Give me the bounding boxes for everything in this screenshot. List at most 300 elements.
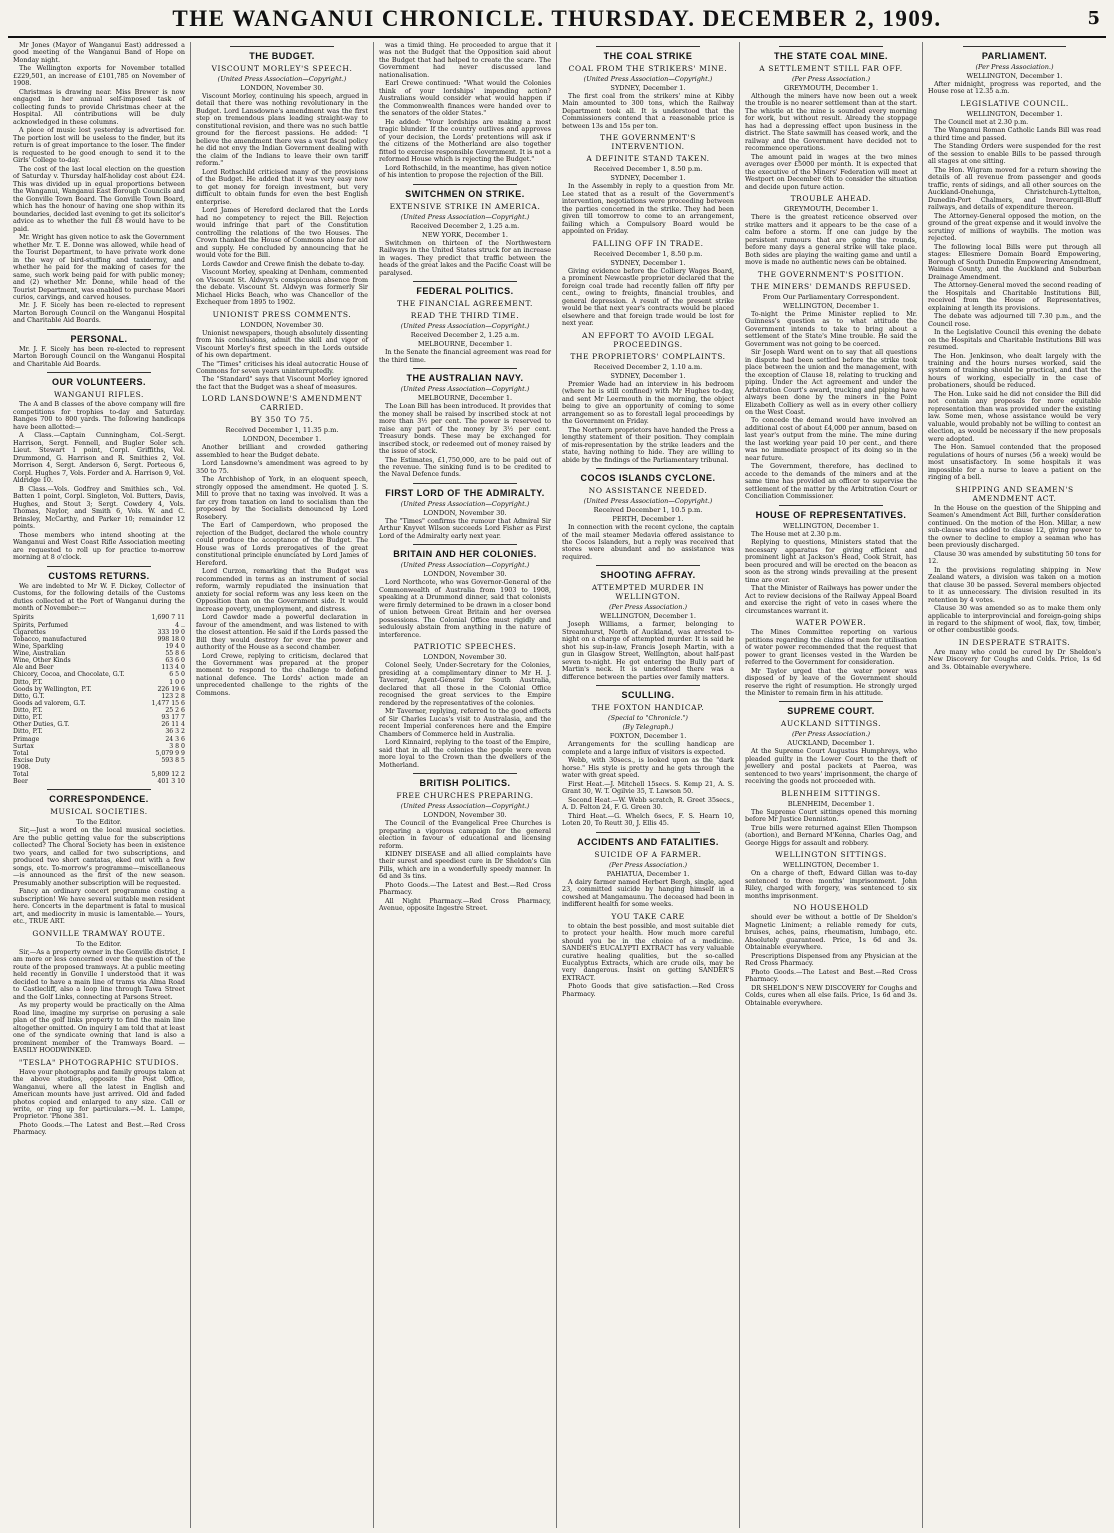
dateline: From Our Parliamentary Correspondent. <box>762 292 900 301</box>
table-value-cell: 4 .. <box>175 621 185 629</box>
article-paragraph: The Council of the Evangelical Free Churches is preparing a vigorous campaign for the general election in favour of educational and licensing reform. <box>379 819 551 850</box>
credit-line: (United Press Association—Copyright.) <box>400 499 530 508</box>
dateline: Received December 1, 8.50 p.m. <box>593 249 703 258</box>
section-heading: COCOS ISLANDS CYCLONE. <box>580 473 716 484</box>
subheading: A SETTLEMENT STILL FAR OFF. <box>759 64 903 73</box>
dateline: GREYMOUTH, December 1. <box>783 205 879 214</box>
article-paragraph: Giving evidence before the Colliery Wages Board, a prominent Newcastle proprietor declared that the foreign coal trade had recently fallen off fifty per cent., owing to freights, financial troubles, and general depression. A result of the present strike would be that next year's contracts would be placed elsewhere and that foreign trade would be lost for next year. <box>562 266 734 328</box>
subheading: COAL FROM THE STRIKERS' MINE. <box>568 64 728 73</box>
article-paragraph: Fancy an ordinary concert programme costing a subscription! We have several suitable men resident here. Concerts in the department is fatal to musical art, and mediocrity in music is lamentable.— Yours, etc., TRUE ART. <box>13 887 185 926</box>
article-paragraph: After midnight, progress was reported, and the House rose at 12.35 a.m. <box>928 80 1101 96</box>
section-rule <box>596 685 699 686</box>
dateline: GREYMOUTH, December 1. <box>783 84 879 92</box>
article-paragraph: All Night Pharmacy.—Red Cross Pharmacy, Avenue, opposite Ingestre Street. <box>379 896 551 913</box>
dateline: SYDNEY, December 1. <box>610 258 686 267</box>
dateline: Received December 1, 11.35 p.m. <box>225 426 339 435</box>
article-paragraph: Those members who intend shooting at the Wanganui and West Coast Rifle Association meeting are requested to roll up for practice to-morrow morning at 8 o'clock. <box>13 530 185 562</box>
dateline: LONDON, November 30. <box>423 508 507 517</box>
dateline: MELBOURNE, December 1. <box>417 340 513 349</box>
dateline: BLENHEIM, December 1. <box>787 799 875 808</box>
subheading: EXTENSIVE STRIKE IN AMERICA. <box>389 201 541 211</box>
article-paragraph: On a charge of theft, Edward Gillan was to-day sentenced to three months' imprisonment. John Riley, charged with forgery, was sentenced to six months imprisonment. <box>745 869 917 900</box>
article-paragraph: The debate was adjourned till 7.30 p.m., and the Council rose. <box>928 312 1101 328</box>
table-value-cell: 226 19 6 <box>157 685 185 693</box>
table-label-cell: Spirits, Perfumed <box>13 621 68 629</box>
subheading: YOU TAKE CARE <box>611 911 685 921</box>
table-label-cell: Tobacco, manufactured <box>13 635 87 643</box>
table-value-cell: 25 2 6 <box>165 707 185 715</box>
table-row <box>13 771 185 778</box>
table-value-cell: 1,690 7 11 <box>151 614 185 622</box>
article-paragraph: Joseph Williams, a farmer, belonging to Streamhurst, North of Auckland, was arrested to-night on a charge of attempted murder. It is said he shot his sup-in-law, Francis Joseph Martin, with a gun in Glasgow Street, Wellington, about half-past seven to-night. He got entering the Bully part of Martin's neck. It is understood there was a difference between the parties over family matters. <box>562 620 734 681</box>
article-paragraph: Mr Taylor urged that the water power was disposed of by leave of the Government should reserve the right of resumption. He strongly urged the Minister to remain firm in his attitude. <box>745 666 917 697</box>
table-row <box>13 622 185 629</box>
subheading: AUCKLAND SITTINGS. <box>780 719 882 729</box>
article-paragraph: In the Senate the financial agreement was read for the third time. <box>379 348 551 364</box>
table-row <box>13 757 185 764</box>
credit-line: (Per Press Association.) <box>975 63 1054 71</box>
credit-line: (United Press Association—Copyright.) <box>400 212 530 221</box>
article-paragraph: Lord James of Hereford declared that the Lords had no competency to reject the Bill. Rejection would infringe that part of the Constitution controlling the relations of the two Houses. The Crown thanked the House of Commons alone for aid and supply. He concluded by announcing that he would vote for the Bill. <box>196 206 368 260</box>
article-paragraph: Colonel Seely, Under-Secretary for the Colonies, presiding at a complimentary dinner to Mr H. J. Taverner, Agent-General for South Australia, declared that all those in the Colonial Office recognised the great services to the Empire rendered by the representatives of the colonies. <box>379 661 551 707</box>
article-paragraph: Webb, with 30secs., is looked upon as the "dark horse." His style is pretty and he gets through the water with great speed. <box>562 756 734 780</box>
table-value-cell: 5,079 9 9 <box>155 749 185 757</box>
credit-line: (By Telegraph.) <box>622 723 674 732</box>
article-paragraph: The Council met at 2.30 p.m. <box>934 117 1029 126</box>
section-rule <box>413 184 516 185</box>
dateline: Received December 1, 8.50 p.m. <box>593 165 703 174</box>
subheading: "TESLA" PHOTOGRAPHIC STUDIOS. <box>18 1057 180 1067</box>
table-label-cell: Wine, Sparkling <box>13 642 64 650</box>
section-heading: FIRST LORD OF THE ADMIRALTY. <box>385 487 545 498</box>
article-paragraph: First Heat.—J. Mitchell 15secs. S. Kemp 21, A. S. Grant 30, W. T. Ogilvie 35, T. Lawson 50. <box>562 779 734 796</box>
section-heading: BRITISH POLITICS. <box>419 778 511 789</box>
column-4 <box>557 42 740 1528</box>
credit-line: (United Press Association—Copyright.) <box>400 802 530 811</box>
article-paragraph: The Hon. Wigram moved for a return showing the details of all revenue from passenger and goods traffic, rents of sidings, and all other sources on the Auckland-Onehunga, Christchurch-Lyttelton, Dunedin-Port Chalmers, and Invercargill-Bluff railways, and details of expenditure thereon. <box>928 165 1101 212</box>
section-rule <box>779 46 882 47</box>
article-paragraph: The Hon. Jenkinson, who dealt largely with the training and the hours nurses worked, said the system of training should be practical, and that the hours of working, especially in the case of probationers, should be reduced. <box>928 351 1101 390</box>
article-paragraph: Mr Jones (Mayor of Wanganui East) addressed a good meeting of the Wanganui Band of Hope on Monday night. <box>13 42 185 64</box>
column-3 <box>374 42 557 1528</box>
subheading: THE FOXTON HANDICAP. <box>591 703 705 713</box>
subheading: BY 350 TO 75. <box>250 415 314 425</box>
article-paragraph: To-night the Prime Minister replied to Mr. Guinness's question as to what attitude the Government intends to take to bring about a settlement of the State's Mine trouble. He said the Government was not going to be coerced. <box>745 309 917 348</box>
article-paragraph: Lord Rothschild, in the meantime, has given notice of his intention to propose the rejection of the Bill. <box>379 163 551 180</box>
table-value-cell: 333 19 0 <box>157 628 185 636</box>
article-paragraph: The House met at 2.30 p.m. <box>751 529 842 538</box>
subheading: MUSICAL SOCIETIES. <box>50 807 148 817</box>
article-paragraph: The Mines Committee reporting on various petitions regarding the claims of men for utilisation of water power recommended that the request that power to grant licenses vested in the Warden be referred to the Government for consideration. <box>745 628 917 667</box>
dateline: WELLINGTON, December 1. <box>966 109 1063 118</box>
table-value-cell: 26 11 4 <box>161 721 185 729</box>
article-paragraph: Premier Wade had an interview in his bedroom (where he is still confined) with Mr Hughes to-day, and sent Mr Leermouth in the morning, the object being to give an opportunity of coming to some arrangement so as to forestall legal proceedings by the Government on Friday. <box>562 379 734 426</box>
subheading: NO HOUSEHOLD <box>793 903 869 913</box>
dateline: NEW YORK, December 1. <box>422 230 508 239</box>
section-heading: THE AUSTRALIAN NAVY. <box>406 373 524 384</box>
table-row <box>13 721 185 728</box>
table-value-cell: 593 8 5 <box>161 756 185 764</box>
table-value-cell: 123 2 8 <box>161 692 185 700</box>
article-paragraph: Lord Crewe, replying to criticism, declared that the Government was prepared at the proper moment to respond to the challenge to defend national defence. The Lords' action made an unprecedented challenge to the rights of the Commons. <box>196 651 368 697</box>
table-row <box>13 629 185 636</box>
dateline: AUCKLAND, December 1. <box>787 739 875 748</box>
table-value-cell: 55 8 6 <box>165 650 185 658</box>
article-paragraph: to obtain the best possible, and most suitable diet to protect your health. How much more careful should you be in the choice of a medicine. SANDER'S EUCALYPTI EXTRACT has very valuable curative healing qualities, but the so-called Eucalyptus Extracts, which are crude oils, may be very dangerous. Insist on getting SANDER'S EXTRACT. <box>562 921 734 982</box>
table-label-cell: Ditto, P.T. <box>13 707 43 715</box>
table-value-cell: 36 3 2 <box>165 728 185 736</box>
subheading: LORD LANSDOWNE'S AMENDMENT CARRIED. <box>201 394 363 413</box>
dateline: LONDON, December 1. <box>242 435 322 444</box>
article-paragraph: Photo Goods.—The Latest and Best.—Red Cross Pharmacy. <box>745 967 917 984</box>
subheading: THE MINERS' DEMANDS REFUSED. <box>750 281 912 291</box>
table-value-cell: 113 4 0 <box>161 664 185 672</box>
article-paragraph: The cost of the last local election on the question of Saturday v. Thursday half-holiday cost about £24. This was divided up in equal proportions between the Wanganui, Wanganui East Borough Councils and the Gonville Town Board. The Gonville Town Board, which has the honour of having one shop within its boundaries, decided last evening to get its solicitor's advice as to whether the full £8 would have to be paid. <box>13 164 185 233</box>
table-row <box>13 764 185 771</box>
article-paragraph: A piece of music lost yesterday is advertised for. The portion lost will be useless to the finder, but its return is of great importance to the loser. The finder is requested to be good enough to send it to the Girls' College to-day. <box>13 126 185 165</box>
table-row <box>13 778 185 785</box>
dateline: SYDNEY, December 1. <box>610 84 686 92</box>
subheading: VISCOUNT MORLEY'S SPEECH. <box>211 64 353 73</box>
article-paragraph: The Wellington exports for November totalled £229,501, an increase of £101,785 on November of 1908. <box>13 64 185 88</box>
article-paragraph: The Estimates, £1,750,000, are to be paid out of the revenue. The sinking fund is to be credited to the Naval Defence funds. <box>379 455 551 479</box>
article-paragraph: As my property would be practically on the Alma Road line, imagine my surprise on perusing a sale plan of the golf links property to find the main line altogether omitted. On inquiry I am told that at least one of the syndicate owning that land is also a prominent member of the Tramways Board. — EASILY HOODWINKED. <box>13 1001 185 1055</box>
dateline: WELLINGTON, December 1. <box>599 612 697 621</box>
article-paragraph: Photo Goods.—The Latest and Best.—Red Cross Pharmacy. <box>379 880 551 897</box>
table-row <box>13 664 185 671</box>
dateline: LONDON, November 30. <box>240 84 324 92</box>
section-rule <box>230 46 333 47</box>
subheading: SHIPPING AND SEAMEN'S AMENDMENT ACT. <box>955 484 1074 503</box>
section-rule <box>47 329 150 330</box>
section-heading: OUR VOLUNTEERS. <box>51 377 146 388</box>
article-paragraph: That the Minister of Railways has power under the Act to review decisions of the Railway Appeal Board and exercise the right of veto in cases where the circumstances warrant it. <box>745 584 917 615</box>
article-paragraph: A Class.—Captain Cunningham, Col.-Sergt. Harrison, Sergt. Fennell, and Bugler Soler sch. Lieut. Stewart 1 point, Corpl. Griffiths, Vol. Drummond, G. Harrison and R. Smithies 2, Vol. Morrison 4, Sergt. Anderson 6, Sergt. Porteous 6, Corpl. Hughes 7, Vols. Forder and A. Harrison 9, Vol. Aldridge 10. <box>13 431 185 485</box>
subheading: WELLINGTON SITTINGS. <box>775 850 887 860</box>
section-rule <box>779 701 882 702</box>
subheading: UNIONIST PRESS COMMENTS. <box>212 309 352 319</box>
table-value-cell: 19 4 0 <box>165 642 185 650</box>
section-rule <box>596 46 699 47</box>
credit-line: (United Press Association—Copyright.) <box>583 497 713 506</box>
table-row <box>13 743 185 750</box>
table-value-cell: 1,477 15 6 <box>151 699 185 707</box>
subheading: SUICIDE OF A FARMER. <box>594 849 702 859</box>
article-paragraph: Lord Kinnaird, replying to the toast of the Empire, said that in all the colonies the people were even more loyal to the Crown than the dwellers of the Motherland. <box>379 738 551 769</box>
column-5 <box>740 42 923 1528</box>
article-paragraph: Photo Goods.—The Latest and Best.—Red Cross Pharmacy. <box>13 1120 185 1137</box>
column-6 <box>923 42 1106 1528</box>
dateline: PERTH, December 1. <box>612 515 684 524</box>
article-paragraph: In the provisions regulating shipping in New Zealand waters, a division was taken on a motion that clause 30 be passed. Several members objected to it as unnecessary. The division resulted in its retention by 4 votes. <box>928 565 1101 604</box>
customs-table <box>13 614 185 785</box>
article-paragraph: Lord Northcote, who was Governor-General of the Commonwealth of Australia from 1903 to 1908, speaking at a Drummond dinner, said that colonists were firmly determined to be drawn in a closer bond of union between Great Britain and her oversea possessions. The Colonial Office must rigidly and sedulously abstain from anything in the nature of interference. <box>379 578 551 639</box>
article-paragraph: Photo Goods that give satisfaction.—Red Cross Pharmacy. <box>562 982 734 998</box>
dateline: LONDON, November 30. <box>423 653 507 662</box>
table-row <box>13 750 185 757</box>
section-rule <box>779 505 882 506</box>
table-label-cell: Chicory, Cocoa, and Chocolate, G.T. <box>13 671 125 679</box>
credit-line: (United Press Association—Copyright.) <box>400 322 530 331</box>
section-heading: PARLIAMENT. <box>981 51 1048 61</box>
article-paragraph: In the Legislative Council this evening the debate on the Hospitals and Charitable Institutions Bill was resumed. <box>928 328 1101 352</box>
section-rule <box>47 789 150 790</box>
table-row <box>13 700 185 707</box>
table-label-cell: Goods by Wellington, P.T. <box>13 685 92 693</box>
subheading: BLENHEIM SITTINGS. <box>781 788 881 798</box>
subheading: AN EFFORT TO AVOID LEGAL PROCEEDINGS. <box>582 330 714 349</box>
article-paragraph: A dairy farmer named Herbert Bergh, single, aged 23, committed suicide by hanging himself in a cowshed at Mangamaunu. The deceased had been in indifferent health for some weeks. <box>562 877 734 909</box>
article-paragraph: Christmas is drawing near. Miss Brewer is now engaged in her annual self-imposed task of collecting funds to provide Christmas cheer at the Hospital. All contributions will be duly acknowledged in these columns. <box>13 87 185 126</box>
article-paragraph: In the House on the question of the Shipping and Seamen's Amendment Act Bill, further consideration continued. On the motion of the Hon. Millar, a new sub-clause was added to clause 12, giving power to the owner to decline to employ a seaman who has been previously discharged. <box>928 503 1101 550</box>
article-paragraph: Arrangements for the sculling handicap are complete and a large influx of visitors is expected. <box>562 740 734 756</box>
article-paragraph: The following local Bills were put through all stages: Ellesmere Domain Board Empowering, Borough of South Dunedin Empowering Amendment, Waimea County, and the Auckland and Suburban Drainage Amendment. <box>928 242 1101 281</box>
section-heading: SCULLING. <box>621 690 675 701</box>
section-heading: CORRESPONDENCE. <box>49 794 149 805</box>
dateline: WELLINGTON, December 1. <box>782 301 880 310</box>
section-rule <box>47 566 150 567</box>
credit-line: (Per Press Association.) <box>792 730 870 739</box>
article-paragraph: Mr. J. F. Sicely has been re-elected to represent Marton Borough Council on the Wanganui Hospital and Charitable Aid Boards. <box>13 344 185 368</box>
table-label-cell: Ale and Beer <box>13 664 54 672</box>
article-paragraph: Have your photographs and family groups taken at the above studios, opposite the Post Office, Wanganui, where all the latest in English and American mounts have just arrived. Old and faded photos copied and enlarged to any size. Call or write, or ring up for particulars.—M. L. Lampe, Proprietor. 'Phone 381. <box>13 1067 185 1121</box>
subheading: TROUBLE AHEAD. <box>790 194 872 204</box>
dateline: PAHIATUA, December 1. <box>606 869 690 878</box>
section-rule <box>963 46 1067 47</box>
article-paragraph: Earl Crewe continued: "What would the Colonies think of your lordships' impending action? Australians would consider what would happen if the Commonwealth finances were handed over to the senators of the older States." <box>379 79 551 118</box>
article-paragraph: Mr. J. F. Sicely has been re-elected to represent Marton Borough Council on the Wanganui Hospital and Charitable Aid Boards. <box>13 301 185 325</box>
dateline: SYDNEY, December 1. <box>610 371 686 380</box>
table-row <box>13 650 185 657</box>
section-rule <box>413 773 516 774</box>
article-paragraph: Another brilliant and crowded gathering assembled to hear the Budget debate. <box>196 443 368 459</box>
table-row <box>13 736 185 743</box>
table-label-cell: Total <box>13 771 29 779</box>
subheading: THE PROPRIETORS' COMPLAINTS. <box>570 351 726 361</box>
article-paragraph: Sir,—As a property owner in the Gonville district, I am more or less concerned over the question of the route of the proposed tramways. At a public meeting held recently in Gonville I understood that it was decided to have a main line of trams via Alma Road to Castlecliff, also a loop line through Tawa Street and the Golf Links, connecting at Parsons Street. <box>13 947 185 1001</box>
table-label-cell: Ditto, G.T. <box>13 692 45 700</box>
table-label-cell: Ditto, P.T. <box>13 714 43 722</box>
article-paragraph: There is the greatest reticence observed over strike matters and it appears to be the case of a calm before a storm. If one can judge by the persistent rumours that are going the rounds, before many days a general strike will take place. Both sides are playing the waiting game and until a move is made no authentic news can be obtained. <box>745 213 917 267</box>
section-heading: ACCIDENTS AND FATALITIES. <box>577 836 719 847</box>
article-paragraph: The Standing Orders were suspended for the rest of the session to enable Bills to be passed through all stages at one sitting. <box>928 142 1101 166</box>
article-paragraph: In connection with the recent cyclone, the captain of the mail steamer Medavia offered assistance to the Cocos Islanders, but a reply was received that stores were abundant and no assistance was required. <box>562 523 734 561</box>
article-paragraph: True bills were returned against Ellen Thompson (abortion), and Bernard M'Kenna, Charles Oag, and George Higgs for assault and robbery. <box>745 823 917 847</box>
table-row <box>13 707 185 714</box>
credit-line: (Per Press Association.) <box>609 860 687 869</box>
article-paragraph: Mr. Wright has given notice to ask the Government whether Mr. T. E. Donne was allowed, while head of the Tourist Department, to have private work done in the way of bird-stuffing and taxidermy, and whether he paid for the making of cases for the same, such work being paid for with public money; and (2) whether Mr. Donne, while head of the Tourist Department, was enabled to purchase Maori curios, carvings, and carved houses. <box>13 233 186 301</box>
table-label-cell: Ditto, P.T. <box>13 728 43 736</box>
dateline: WELLINGTON, December 1. <box>782 861 880 870</box>
dateline: LONDON, November 30. <box>423 570 507 579</box>
section-heading: SWITCHMEN ON STRIKE. <box>405 188 525 199</box>
table-row <box>13 686 185 693</box>
article-paragraph: Lord Rothschild criticised many of the provisions of the Budget. He added that it was very easy now to get money for foreign investment, but very difficult to obtain funds for even the best English enterprise. <box>196 167 368 206</box>
article-paragraph: The Hon. Samuel contended that the proposed regulations of hours of nurses (56 a week) would be most unsatisfactory. In some hospitals it was impossible for a nurse to leave a patient on the ringing of a bell. <box>928 443 1101 482</box>
credit-line: (Per Press Association.) <box>792 75 870 83</box>
article-paragraph: The first coal from the strikers' mine at Kibby Main amounted to 300 tons, which the Railway Department took all. It is understood that the Commissioners contend that a reasonable price is between 13s and 15s per ton. <box>562 92 734 130</box>
article-paragraph: DR SHELDON'S NEW DISCOVERY for Coughs and Colds, cures when all else fails. Price, 1s 6d and 3s. Obtainable everywhere. <box>745 983 917 1007</box>
credit-line: (Per Press Association.) <box>609 603 687 612</box>
newspaper-title: THE WANGANUI CHRONICLE. THURSDAY. DECEMBER 2, 1909. <box>172 6 942 31</box>
article-paragraph: The Hon. Luke said he did not consider the Bill did not contain any proposals for more equitable representation than was provided under the existing law. Some men, whose assistance would be very valuable, would probably not be willing to contest an election, as would be necessary if the new proposals were adopted. <box>928 389 1101 443</box>
table-label-cell: Primage <box>13 735 40 743</box>
subheading: THE GOVERNMENT'S POSITION. <box>757 269 905 279</box>
article-paragraph: The "Standard" says that Viscount Morley ignored the fact that the Budget was a sheaf of measures. <box>196 375 368 391</box>
section-heading: PERSONAL. <box>70 333 128 344</box>
section-heading: HOUSE OF REPRESENTATIVES. <box>755 509 907 520</box>
dateline: SYDNEY, December 1. <box>610 174 686 183</box>
table-label-cell: Goods ad valorem, G.T. <box>13 699 86 707</box>
section-heading: THE STATE COAL MINE. <box>773 51 888 61</box>
dateline: To the Editor. <box>76 818 122 827</box>
subheading: FREE CHURCHES PREPARING. <box>396 791 534 801</box>
table-row <box>13 643 185 650</box>
article-paragraph: Viscount Morley, speaking at Denham, commented on Viscount St. Aldwyn's conspicuous absence from the debate. Viscount St. Aldwyn was formerly Sir Michael Hicks Beach, who was Chancellor of the Exchequer from 1895 to 1902. <box>196 268 368 307</box>
masthead <box>8 4 1106 38</box>
article-paragraph: Clause 30 was amended by substituting 50 tons for 12. <box>928 549 1101 566</box>
table-value-cell: 24 3 6 <box>165 735 185 743</box>
article-paragraph: should ever be without a bottle of Dr Sheldon's Magnetic Liniment; a reliable remedy for cuts, bruises, aches, pains, rheumatism, lumbago, etc. Absolutely guaranteed. Price, 1s 6d and 3s. Obtainable everywhere. <box>745 913 917 952</box>
subheading: NO ASSISTANCE NEEDED. <box>588 486 708 496</box>
table-row <box>13 714 185 721</box>
article-paragraph: Sir,—Just a word on the local musical societies. Are the public getting value for the subscriptions collected? The Choral Society has been in existence two years, and called for two subscriptions, and produced two short cantatas, eked out with a few songs, etc. To-morrow's programme—miscellaneous—is announced as the first of the new season. Presumably another subscription will be requested. <box>13 826 185 887</box>
article-paragraph: Second Heat.—W. Webb scratch, R. Greet 35secs., A. D. Felton 24, F. G. Green 30. <box>562 795 734 812</box>
table-row <box>13 657 185 664</box>
article-paragraph: Prescriptions Dispensed from any Physician at the Red Cross Pharmacy. <box>745 951 917 968</box>
column-1 <box>8 42 191 1528</box>
section-heading: THE COAL STRIKE <box>603 51 693 61</box>
subheading: LEGISLATIVE COUNCIL. <box>960 98 1069 108</box>
article-paragraph: The Loan Bill has been introduced. It provides that the money shall be raised by inscribed stock at not more than 3½ per cent. The power is reserved to raise any part of the money by 3½ per cent. Treasury bonds. These may be exchanged for inscribed stock, or redeemed out of money raised by the issue of stock. <box>379 402 551 456</box>
section-rule <box>413 483 516 484</box>
columns <box>8 42 1106 1528</box>
dateline: Received December 2, 1.25 a.m. <box>410 221 520 230</box>
subheading: THE GOVERNMENT'S INTERVENTION. <box>599 133 697 152</box>
article-paragraph: He added: "Your lordships are making a most tragic blunder. If the country outlives and approves of your decision, the Lords' pretentions will ask if the citizens of the Motherland are also together fitted to exercise responsible Government. It is not a reformed House which is rejecting the Budget." <box>379 117 551 164</box>
article-paragraph: To concede the demand would have involved an additional cost of about £4,000 per annum, based on last year's output from the mine. The mine during the last working year paid 10 per cent., and there was no immediate prospect of its doing so in the near future. <box>745 416 917 462</box>
subheading: WANGANUI RIFLES. <box>53 390 145 400</box>
article-paragraph: Lords Cawdor and Crewe finish the debate to-day. <box>202 259 365 268</box>
dateline: Received December 1, 10.5 p.m. <box>593 506 703 515</box>
article-paragraph: B Class.—Vols. Godfrey and Smithies sch., Vol. Batten 1 point, Corpl. Singleton, Vol. Butters, Davis, Hughes, and Stout 3; Sergt. Cowdery 4, Vols. Thomas, Naylor, and Smith 6, Vols. W. and C. Brinsley, McCarthy, and Parker 10; remainder 12 points. <box>13 484 185 531</box>
table-row <box>13 671 185 678</box>
credit-line: (United Press Association—Copyright.) <box>217 75 347 83</box>
dateline: To the Editor. <box>76 939 122 948</box>
article-paragraph: The amount paid in wages at the two mines averages over £5000 per month. It is expected that the executive of the Miners' Federation will meet at Westport on December 6th to consider the situation and decide upon future action. <box>745 152 917 191</box>
article-paragraph: The Attorney-General opposed the motion, on the ground of the great expense and it would involve the scrutiny of millions of waybills. The motion was rejected. <box>928 211 1101 243</box>
section-heading: SHOOTING AFFRAY. <box>600 570 696 581</box>
article-paragraph: The Government, therefore, has declined to accede to the demands of the miners and at the same time has provided an officer to supervise the settlement of the matter by the Arbitration Court or Conciliation Commissioner. <box>745 462 917 501</box>
table-label-cell: Ditto, P.T. <box>13 678 43 686</box>
article-paragraph: was a timid thing. He proceeded to argue that it was not the Budget that the Opposition said about the Budget that had helped to create the scare. The Government had never discussed land nationalisation. <box>379 42 551 79</box>
table-label-cell: Spirits <box>13 614 34 622</box>
subheading: WATER POWER. <box>795 618 867 628</box>
article-paragraph: At the Supreme Court Augustus Humphreys, who pleaded guilty in the Lower Court to the theft of jewellery and postal packets at Paeroa, was sentenced to two years' imprisonment, the charge of receiving the goods not proceeded with. <box>745 747 917 786</box>
section-rule <box>596 468 699 469</box>
section-rule <box>413 368 516 369</box>
table-value-cell: 1 0 0 <box>169 678 185 686</box>
subheading: READ THE THIRD TIME. <box>410 311 520 321</box>
credit-line: (United Press Association—Copyright.) <box>400 561 530 570</box>
table-value-cell: 401 3 10 <box>157 778 185 786</box>
table-label-cell: Beer <box>13 778 28 786</box>
table-label-cell: 1908. <box>13 764 31 772</box>
table-label-cell: Other Duties, G.T. <box>13 721 70 729</box>
article-paragraph: Mr Taverner, replying, referred to the good effects of Sir Charles Lucas's visit to Australasia, and the recent Imperial conferences here and the Empire Chambers of Commerce held in Australia. <box>379 707 551 738</box>
page-number: 5 <box>1087 8 1100 29</box>
table-value-cell: 93 17 7 <box>161 714 185 722</box>
article-paragraph: We are indebted to Mr W. F. Dickey, Collector of Customs, for the following details of the Customs duties collected at the Port of Wanganui during the month of November:— <box>13 581 185 612</box>
table-label-cell: Total <box>13 749 29 757</box>
table-value-cell: 6 5 0 <box>169 671 185 679</box>
dateline: LONDON, November 30. <box>240 320 324 329</box>
article-paragraph: Although the miners have now been out a week the trouble is no nearer settlement than at the start. The whistle at the mine is sounded every morning for work, but without result. Already the stoppage has had a depressing effect upon business in the district. The State sawmill has ceased work, and the railway and the Government have decided not to recommence operations. <box>745 92 917 153</box>
article-paragraph: The Northern proprietors have handed the Press a lengthy statement of their position. They complain of mis-representation by the strike leaders and the state, having nothing to hide. They are willing to abide by the findings of the Parliamentary tribunal. <box>562 425 734 464</box>
section-rule <box>596 832 699 833</box>
article-paragraph: Switchmen on thirteen of the Northwestern Railways in the United States struck for an increase in wages. They predict that traffic between the heads of the great lakes and the Pacific Coast will be paralysed. <box>379 238 551 277</box>
subheading: A DEFINITE STAND TAKEN. <box>586 154 710 164</box>
section-rule <box>413 544 516 545</box>
article-paragraph: Viscount Morley, continuing his speech, argued in detail that there was nothing revolutionary in the Budget. Lord Lansdowne's amendment was the first step on tremendous plans leading straight-way to constitutional revision, and there was no such battle ground for the fiercest passions. He added: "I believe the amendment there was a vast fiscal policy he did not envy the Indian Government dealing with the claim of the Indians to leave their own tariff reform." <box>196 92 368 168</box>
table-label-cell: Cigarettes <box>13 628 46 636</box>
subheading: IN DESPERATE STRAITS. <box>958 637 1071 647</box>
table-row <box>13 614 185 621</box>
article-paragraph: Lord Cawdor made a powerful declaration in favour of the amendment, and was listened to with the closest attention. He said if the Lords passed the Bill they would destroy for ever the power and authority of the House as a second chamber. <box>196 613 368 652</box>
table-value-cell: 998 18 0 <box>157 635 185 643</box>
article-paragraph: Lord Lansdowne's amendment was agreed to by 350 to 75. <box>196 459 368 475</box>
section-rule <box>596 565 699 566</box>
table-value-cell <box>145 764 185 771</box>
table-label-cell: Surtax <box>13 742 34 750</box>
table-row <box>13 728 185 735</box>
article-paragraph: The Supreme Court sittings opened this morning before Mr Justice Denniston. <box>745 807 917 824</box>
subheading: PATRIOTIC SPEECHES. <box>413 642 517 652</box>
table-label-cell: Excise Duty <box>13 756 51 764</box>
credit-line: (United Press Association—Copyright.) <box>583 75 713 83</box>
article-paragraph: Sir Joseph Ward went on to say that all questions in dispute had been settled before the strike took place between the union and the management, with the exception of Clause 18, relating to trucking and piping. Under the Act agreement and under the Arbitration Court's award, trucking and piping have always been done by the miners in the Point Elizabeth Colliery as well as in every other colliery on the West Coast. <box>745 348 917 416</box>
dateline: WELLINGTON, December 1. <box>782 521 880 530</box>
article-paragraph: The Archbishop of York, in an eloquent speech, strongly opposed the amendment. He quoted J. S. Mill to prove that no taxing was involved. It was a far cry from taxation on land to socialism than the proposed by the Socialists denounced by Lord Rosebery. <box>196 475 368 521</box>
dateline: MELBOURNE, December 1. <box>417 394 513 403</box>
dateline: Received December 2, 1.25 a.m. <box>410 331 520 340</box>
section-heading: SUPREME COURT. <box>787 706 875 717</box>
column-2 <box>191 42 374 1528</box>
credit-line: (United Press Association—Copyright.) <box>400 385 530 394</box>
section-heading: THE BUDGET. <box>249 51 315 61</box>
article-paragraph: The Attorney-General moved the second reading of the Hospitals and Charitable Institutions Bill, received from the House of Representatives, explaining at length its provisions. <box>928 281 1101 312</box>
table-value-cell: 5,809 12 2 <box>151 771 185 779</box>
subheading: THE FINANCIAL AGREEMENT. <box>397 299 533 309</box>
article-paragraph: KIDNEY DISEASE and all allied complaints have their surest and speediest cure in Dr Sheldon's Gin Pills, which are in a wonderfully speedy manner. In 6d and 3s tins. <box>379 850 551 881</box>
article-paragraph: Replying to questions, Ministers stated that the necessary apparatus for giving efficient and prominent light at Jackson's Head, Cook Strait, has been procured and will be erected on the beacon as soon as the strong winds prevailing at the present time are over. <box>745 538 917 584</box>
article-paragraph: The "Times" criticises his ideal autocratic House of Commons for seven years uninterruptedly. <box>196 359 368 375</box>
article-paragraph: The Wanganui Roman Catholic Lands Bill was read a third time and passed. <box>928 126 1101 142</box>
subheading: FALLING OFF IN TRADE. <box>592 238 704 248</box>
table-value-cell: 3 8 0 <box>169 742 185 750</box>
article-paragraph: The "Times" confirms the rumour that Admiral Sir Arthur Knyvet Wilson succeeds Lord Fisher as First Lord of the Admiralty early next year. <box>379 516 551 540</box>
credit-line: (Special to "Chronicle.") <box>608 714 688 723</box>
section-heading: BRITAIN AND HER COLONIES. <box>393 549 537 560</box>
dateline: Received December 2, 1.10 a.m. <box>593 362 703 371</box>
article-paragraph: Are many who could be cured by Dr Sheldon's New Discovery for Coughs and Colds. Price, 1s 6d and 3s. Obtainable everywhere. <box>928 647 1101 671</box>
article-paragraph: Clause 30 was amended so as to make them only applicable to interprovincial and foreign-going ships in regard to the shipment of wool, flax, tow, timber, or other combustible goods. <box>928 604 1101 635</box>
table-row <box>13 636 185 643</box>
section-heading: FEDERAL POLITICS. <box>416 286 514 297</box>
section-rule <box>413 281 516 282</box>
table-value-cell: 63 6 0 <box>165 657 185 665</box>
section-heading: CUSTOMS RETURNS. <box>48 570 150 581</box>
